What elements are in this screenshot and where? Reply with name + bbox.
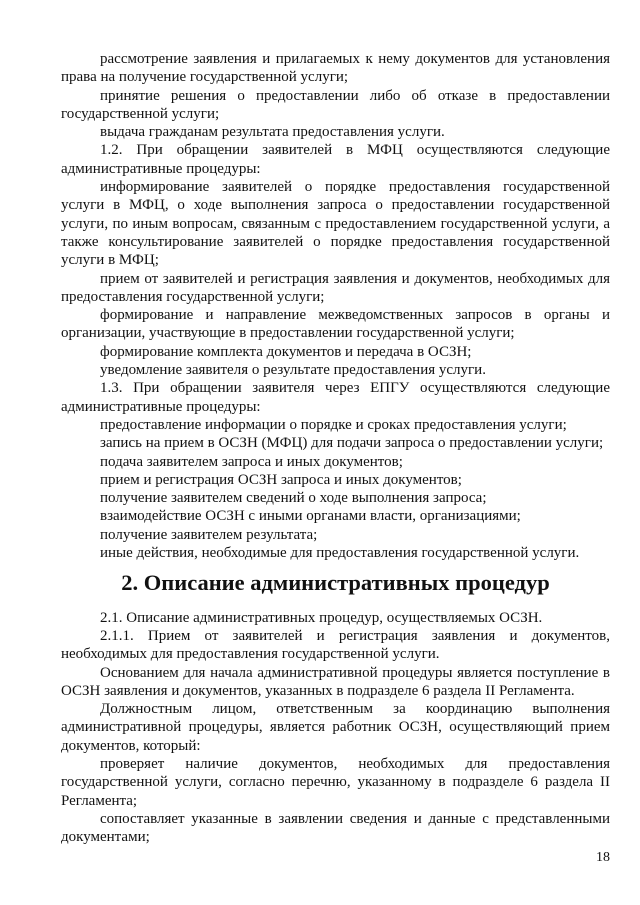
document-page — [61, 50, 610, 846]
paragraph: выдача гражданам результата предоставления услуги. — [100, 124, 445, 141]
paragraph: уведомление заявителя о результате предоставления услуги. — [100, 362, 486, 379]
paragraph: запись на прием в ОСЗН (МФЦ) для подачи запроса о предоставлении услуги; — [100, 435, 604, 452]
paragraph: прием от заявителей и регистрация заявления и документов, необходимых для предоставления государственной услуги; — [61, 270, 610, 305]
paragraph: принятие решения о предоставлении либо об отказе в предоставлении государственной услуги; — [61, 87, 610, 122]
paragraph: формирование комплекта документов и передача в ОСЗН; — [100, 343, 472, 360]
section-1-text — [61, 50, 610, 562]
paragraph: предоставление информации о порядке и сроках предоставления услуги; — [100, 416, 567, 433]
section-2-text — [61, 609, 610, 847]
section-heading: 2. Описание административных процедур — [121, 570, 550, 596]
paragraph: формирование и направление межведомственных запросов в органы и организации, участвующие в предоставлении государственной услуги; — [61, 307, 610, 342]
paragraph: получение заявителем сведений о ходе выполнения запроса; — [100, 490, 487, 507]
paragraph: прием и регистрация ОСЗН запроса и иных документов; — [100, 471, 462, 488]
paragraph: 1.2. При обращении заявителей в МФЦ осуществляются следующие административные процедуры: — [61, 142, 610, 177]
page-number: 18 — [596, 850, 610, 865]
paragraph: сопоставляет указанные в заявлении сведения и данные с представленными документами; — [61, 810, 610, 846]
paragraph: 2.1. Описание административных процедур, осуществляемых ОСЗН. — [100, 609, 543, 626]
paragraph: взаимодействие ОСЗН с иными органами власти, организациями; — [100, 508, 521, 525]
paragraph: информирование заявителей о порядке предоставления государственной услуги в МФЦ, о ходе выполнения запроса о предоставлении государственной услуги, по иным вопросам, связанным с предоставлением государственной услуги, а также консультирование заявителей о порядке предоставления государственной услуги в МФЦ; — [61, 179, 610, 269]
paragraph: 1.3. При обращении заявителя через ЕПГУ осуществляются следующие административные процедуры: — [61, 380, 610, 415]
paragraph: рассмотрение заявления и прилагаемых к нему документов для установления права на получение государственной услуги; — [61, 51, 610, 86]
paragraph: иные действия, необходимые для предоставления государственной услуги. — [100, 545, 580, 562]
paragraph: проверяет наличие документов, необходимых для предоставления государственной услуги, согласно перечню, указанному в подразделе 6 раздела II Регламента; — [61, 755, 610, 809]
paragraph: Основанием для начала административной процедуры является поступление в ОСЗН заявления и документов, указанных в подразделе 6 раздела II Регламента. — [61, 664, 610, 699]
paragraph: Должностным лицом, ответственным за координацию выполнения административной процедуры, является работник ОСЗН, осуществляющий прием документов, который: — [61, 701, 610, 754]
paragraph: 2.1.1. Прием от заявителей и регистрация заявления и документов, необходимых для предоставления государственной услуги. — [61, 627, 610, 663]
paragraph: подача заявителем запроса и иных документов; — [100, 453, 403, 470]
paragraph: получение заявителем результата; — [100, 526, 318, 543]
